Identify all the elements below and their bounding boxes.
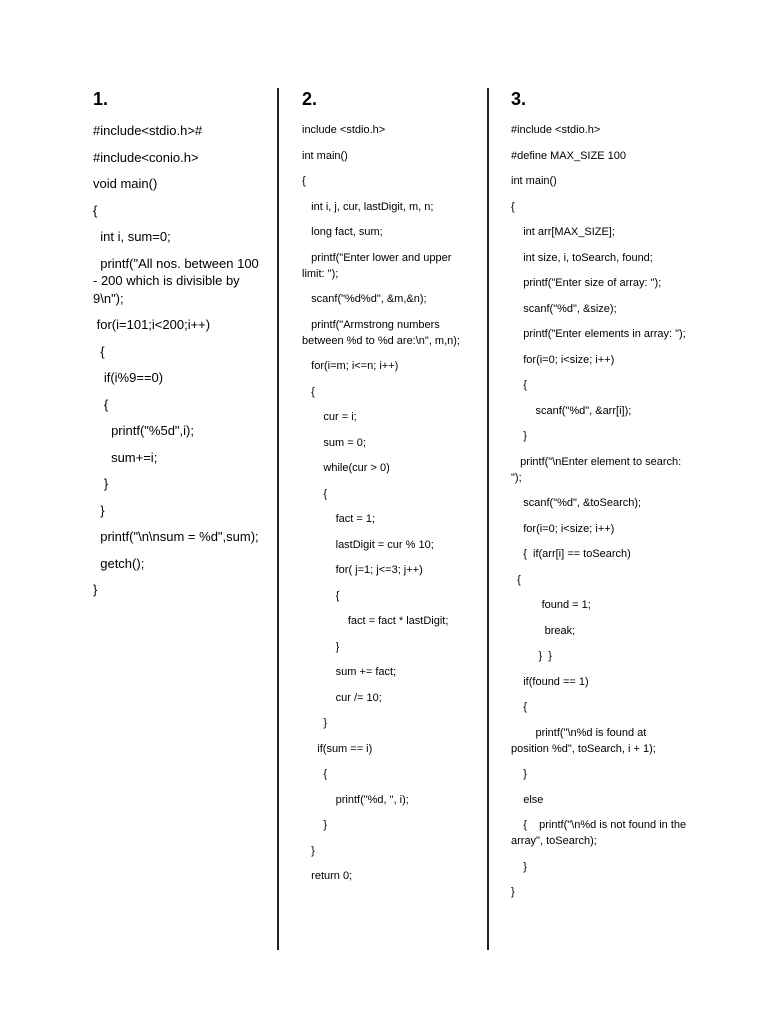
code-block <box>511 122 690 900</box>
code-line: { <box>93 202 98 218</box>
program-column-1 <box>93 88 263 608</box>
code-line: { <box>511 379 527 391</box>
code-line: #include<stdio.h># <box>93 123 203 138</box>
code-line: printf("\n\nsum = %d",sum); <box>93 529 259 544</box>
code-line: while(cur > 0) <box>302 462 390 474</box>
code-line: printf("All nos. between 100 - 200 which is divisible by 9\n"); <box>93 255 263 306</box>
code-line: int arr[MAX_SIZE]; <box>511 226 615 238</box>
column-divider-2 <box>487 88 489 950</box>
code-line: printf("%5d",i); <box>93 423 194 438</box>
code-line: { <box>302 175 306 187</box>
code-line: printf("\n%d is found at position %d", toSearch, i + 1); <box>511 726 656 755</box>
code-block <box>302 122 472 884</box>
code-line: { <box>302 589 340 602</box>
code-line: sum+=i; <box>93 449 158 465</box>
code-line: } <box>93 502 105 518</box>
code-line: break; <box>511 624 576 637</box>
code-line: } <box>302 819 328 831</box>
code-line: printf("Enter lower and upper limit: "); <box>302 251 455 280</box>
code-line: { <box>93 396 109 412</box>
code-line: } <box>302 640 340 653</box>
code-line: fact = fact * lastDigit; <box>302 615 449 627</box>
code-line: else <box>511 793 544 806</box>
program-number: 1. <box>93 89 109 109</box>
code-line: printf("Enter size of array: "); <box>511 277 662 289</box>
code-line: #include<conio.h> <box>93 149 199 165</box>
code-line: for(i=0; i<size; i++) <box>511 522 615 535</box>
code-line: void main() <box>93 176 158 191</box>
code-line: scanf("%d%d", &m,&n); <box>302 293 427 305</box>
code-line: cur /= 10; <box>302 691 382 704</box>
code-line: { <box>93 343 105 359</box>
code-line: found = 1; <box>511 599 591 611</box>
code-line: } } <box>511 650 552 662</box>
code-line: int size, i, toSearch, found; <box>511 251 653 264</box>
code-line: { if(arr[i] == toSearch) <box>511 548 631 560</box>
code-line: printf("%d, ", i); <box>302 793 409 806</box>
code-line: scanf("%d", &arr[i]); <box>511 404 632 417</box>
code-line: if(sum == i) <box>302 742 373 755</box>
program-column-2 <box>302 88 472 894</box>
code-line: } <box>302 844 315 857</box>
code-line: if(found == 1) <box>511 675 589 688</box>
code-line: } <box>511 768 527 780</box>
code-line: if(i%9==0) <box>93 370 164 385</box>
code-line: cur = i; <box>302 411 357 423</box>
code-line: { <box>302 385 315 398</box>
code-line: for(i=101;i<200;i++) <box>93 317 211 332</box>
code-line: } <box>93 582 98 597</box>
code-line: fact = 1; <box>302 513 376 525</box>
code-line: } <box>511 860 527 873</box>
code-line: long fact, sum; <box>302 226 383 238</box>
code-line: } <box>302 717 328 729</box>
code-line: #include <stdio.h> <box>511 124 601 136</box>
code-line: { <box>302 487 328 500</box>
column-divider-1 <box>277 88 279 950</box>
code-line: } <box>93 476 109 491</box>
code-line: } <box>511 430 527 442</box>
code-line: { <box>511 200 515 213</box>
code-line: sum = 0; <box>302 436 366 449</box>
code-line: include <stdio.h> <box>302 124 386 136</box>
code-block <box>93 122 263 599</box>
code-line: { printf("\n%d is not found in the array", toSearch); <box>511 819 690 847</box>
code-line: printf("\nEnter element to search: "); <box>511 455 685 484</box>
code-line: { <box>511 573 521 586</box>
code-line: int main() <box>302 149 348 162</box>
code-line: #define MAX_SIZE 100 <box>511 149 626 162</box>
code-line: sum += fact; <box>302 666 397 678</box>
code-line: { <box>302 768 328 780</box>
code-line: for(i=0; i<size; i++) <box>511 353 615 366</box>
code-line: return 0; <box>302 870 353 882</box>
code-line: scanf("%d", &toSearch); <box>511 497 642 509</box>
code-line: for(i=m; i<=n; i++) <box>302 360 399 372</box>
program-column-3 <box>511 88 690 910</box>
code-line: printf("Armstrong numbers between %d to %d are:\n", m,n); <box>302 318 460 347</box>
code-line: { <box>511 701 527 713</box>
program-number: 3. <box>511 89 527 109</box>
code-line: for( j=1; j<=3; j++) <box>302 564 423 576</box>
code-line: lastDigit = cur % 10; <box>302 538 434 551</box>
code-line: scanf("%d", &size); <box>511 302 617 315</box>
program-number: 2. <box>302 89 318 109</box>
code-line: int main() <box>511 175 557 187</box>
code-line: int i, sum=0; <box>93 229 171 244</box>
code-line: } <box>511 886 515 898</box>
code-line: getch(); <box>93 555 145 571</box>
code-line: printf("Enter elements in array: "); <box>511 328 686 340</box>
code-line: int i, j, cur, lastDigit, m, n; <box>302 200 434 213</box>
